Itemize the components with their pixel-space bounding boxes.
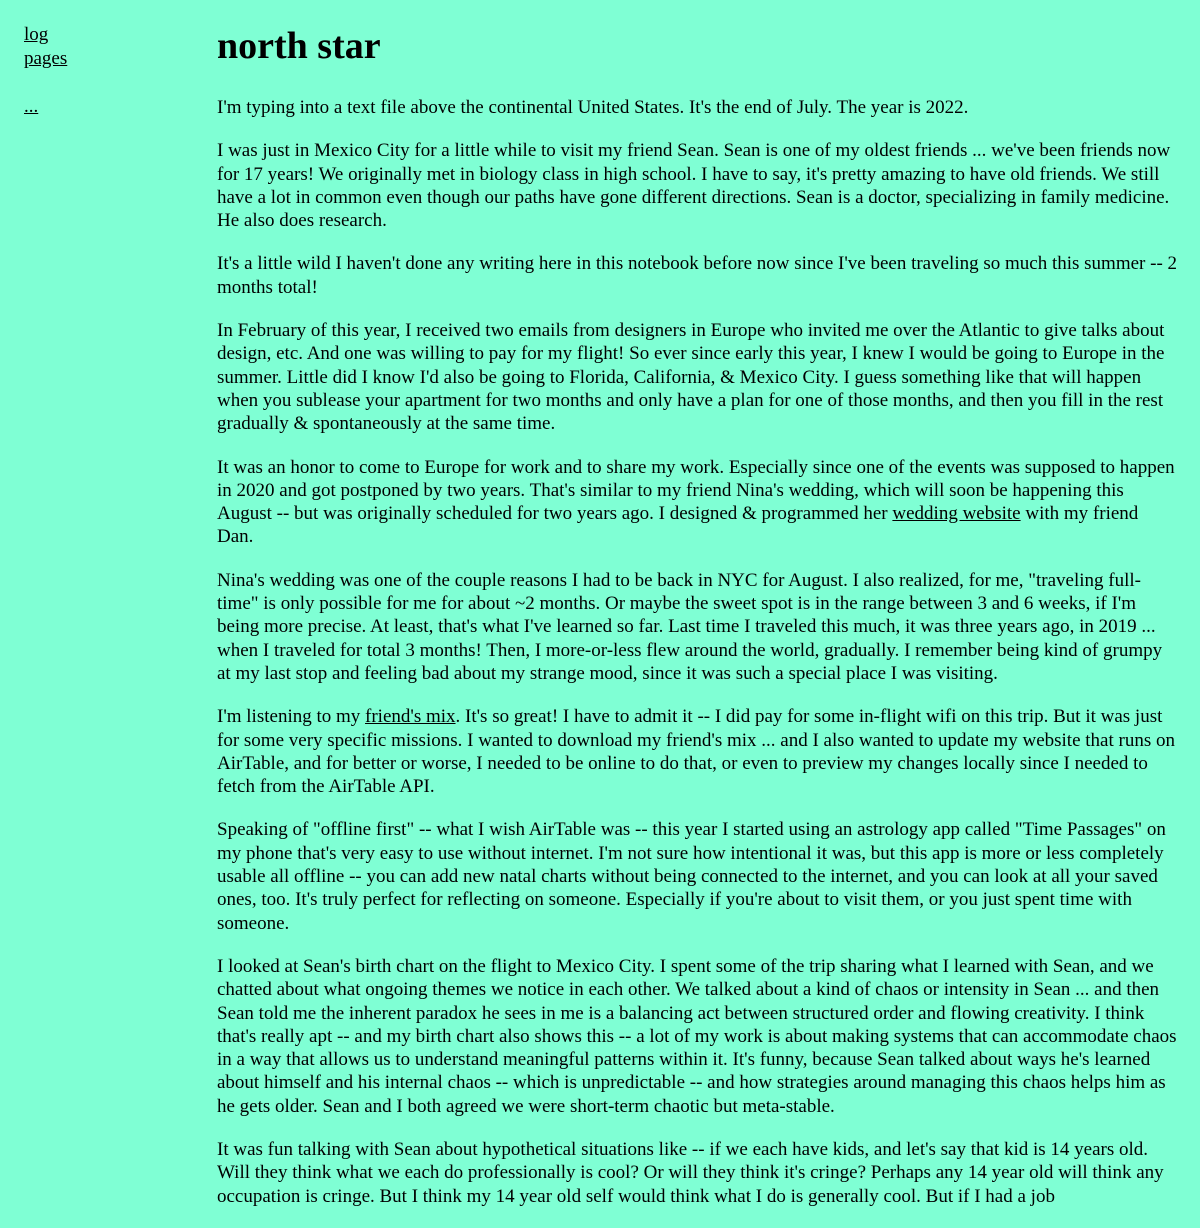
paragraph-2: I was just in Mexico City for a little while to visit my friend Sean. Sean is one of my oldest friends ... we've been friends now for 17 years! We originally met in biology class in high school. I have to say, it's pretty amazing to have old friends. We still have a lot in common even though our paths have gone different directions. Sean is a doctor, specializing in family medicine. He also does research. [217,140,1171,232]
paragraph-7-text-a: I'm listening to my [217,706,366,728]
paragraph-6: Nina's wedding was one of the couple reasons I had to be back in NYC for August. I also realized, for me, "traveling full-time" is only possible for me for about ~2 months. Or maybe the sweet spot is in the range between 3 and 6 weeks, if I'm being more precise. At least, that's what I've learned so far. Last time I traveled this much, it was three years ago, in 2019 ... when I traveled for total 3 months! Then, I more-or-less flew around the world, gradually. I remember being kind of grumpy at my last stop and feeling bad about my strange mood, since it was such a special place I was visiting. [217,569,1163,684]
paragraph-7 [217,705,1179,798]
paragraph-3: It's a little wild I haven't done any writing here in this notebook before now since I've been traveling so much this summer -- 2 months total! [217,253,1178,298]
nav-log-link[interactable]: log [24,24,49,45]
paragraph-5 [217,456,1179,549]
nav-pages-link[interactable]: pages [24,48,68,69]
paragraph-5-text-a: It was an honor to come to Europe for work and to share my work. Especially since one of the events was supposed to happen in 2020 and got postponed by two years. That's similar to my friend Nina's wedding, which will soon be happening this August -- but was originally scheduled for two years ago. I designed & programmed her [217,456,1175,525]
friends-mix-link[interactable]: friend's mix [365,706,456,728]
nav-more-link[interactable]: ... [24,96,39,117]
site-nav [24,23,67,119]
paragraph-5-text-b: with my friend Dan. [217,503,1139,548]
paragraph-9: I looked at Sean's birth chart on the flight to Mexico City. I spent some of the trip sharing what I learned with Sean, and we chatted about what ongoing themes we notice in each other. We talked about a kind of chaos or intensity in Sean ... and then Sean told me the inherent paradox he sees in me is a balancing act between structured order and flowing creativity. I think that's really apt -- and my birth chart also shows this -- a lot of my work is about making systems that can accommodate chaos in a way that allows us to understand meaningful patterns within it. It's funny, because Sean talked about ways he's learned about himself and his internal chaos -- which is unpredictable -- and how strategies around managing this chaos helps him as he gets older. Sean and I both agreed we were short-term chaotic but meta-stable. [217,955,1177,1117]
article [217,0,1179,1228]
paragraph-4: In February of this year, I received two emails from designers in Europe who invited me over the Atlantic to give talks about design, etc. And one was willing to pay for my flight! So ever since early this year, I knew I would be going to Europe in the summer. Little did I know I'd also be going to Florida, California, & Mexico City. I guess something like that will happen when you sublease your apartment for two months and only have a plan for one of those months, and then you fill in the rest gradually & spontaneously at the same time. [217,320,1165,435]
paragraph-8: Speaking of "offline first" -- what I wish AirTable was -- this year I started using an astrology app called "Time Passages" on my phone that's very easy to use without internet. I'm not sure how intentional it was, but this app is more or less completely usable all offline -- you can add new natal charts without being connected to the internet, and you can look at all your saved ones, too. It's truly perfect for reflecting on someone. Especially if you're about to visit them, or you just spent time with someone. [217,819,1166,934]
wedding-website-link[interactable]: wedding website [892,503,1021,525]
paragraph-10: It was fun talking with Sean about hypothetical situations like -- if we each have kids, and let's say that kid is 14 years old. Will they think what we each do professionally is cool? Or will they think it's cringe? Perhaps any 14 year old will think any occupation is cringe. But I think my 14 year old self would think what I do is generally cool. But if I had a job [217,1138,1164,1207]
paragraph-7-text-b: . It's so great! I have to admit it -- I did pay for some in-flight wifi on this trip. But it was just for some very specific missions. I wanted to download my friend's mix ... and I also wanted to update my website that runs on AirTable, and for better or worse, I needed to be online to do that, or even to preview my changes locally since I needed to fetch from the AirTable API. [217,706,1175,798]
page-title: north star [217,25,381,67]
paragraph-1: I'm typing into a text file above the continental United States. It's the end of July. The year is 2022. [217,97,969,118]
